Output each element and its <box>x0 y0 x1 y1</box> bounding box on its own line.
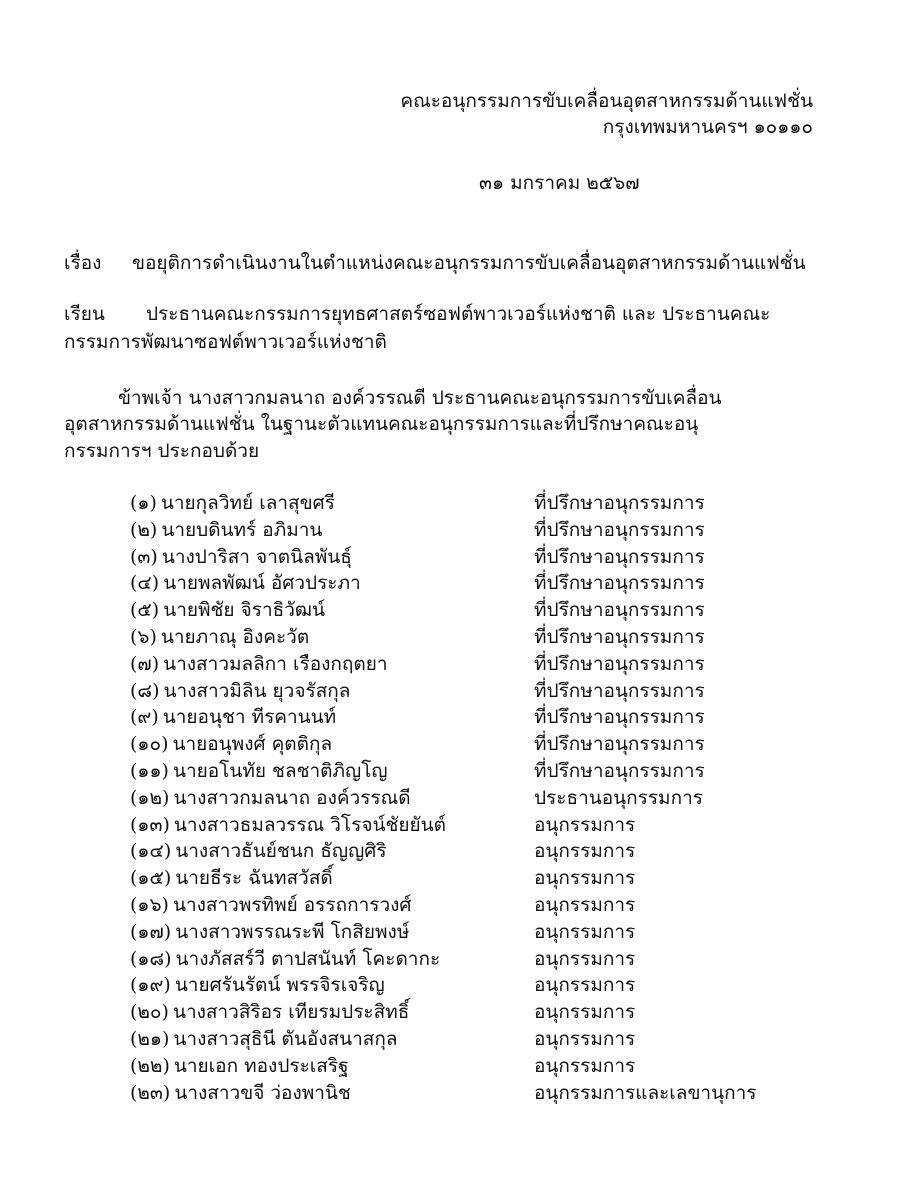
member-number: (๒๒) <box>130 1054 170 1077</box>
member-name: นางภัสสร์วี ตาปสนันท์ โคะดากะ <box>175 947 441 970</box>
member-number: (๗) <box>130 652 160 675</box>
member-number: (๔) <box>130 572 160 595</box>
member-number: (๑๓) <box>130 813 170 836</box>
member-name: นางสาวมลลิกา เรืองกฤตยา <box>163 652 388 675</box>
document-date: ๓๑ มกราคม ๒๕๖๗ <box>479 172 640 194</box>
member-row <box>130 1026 830 1053</box>
member-name: นางสาวสิริอร เทียรมประสิทธิ์ <box>172 1001 410 1024</box>
member-row <box>130 758 830 785</box>
member-name: นางสาวธันย์ชนก ธัญญศิริ <box>175 840 387 863</box>
member-number: (๑๘) <box>130 947 172 970</box>
member-name: นายกุลวิทย์ เลาสุขศรี <box>160 492 335 514</box>
member-number: (๑๐) <box>130 733 169 756</box>
member-number: (๑๕) <box>130 867 172 890</box>
member-row <box>130 999 830 1026</box>
body-paragraph-line-1: ข้าพเจ้า นางสาวกมลนาถ องค์วรรณดี ประธานคณะอนุกรรมการขับเคลื่อน <box>118 387 722 409</box>
member-role: ที่ปรึกษาอนุกรรมการ <box>534 759 705 782</box>
member-row <box>130 972 830 999</box>
member-name: นางสาวขจี ว่องพานิช <box>174 1081 351 1104</box>
member-name: นายอโนทัย ชลชาติภิญโญ <box>172 759 388 782</box>
member-name: นางสาวธมลวรรณ วิโรจน์ชัยยันต์ <box>173 813 446 836</box>
body-paragraph-line-2: อุตสาหกรรมด้านแฟชั่น ในฐานะตัวแทนคณะอนุกรรมการและที่ปรึกษาคณะอนุ <box>64 413 699 435</box>
member-number: (๑) <box>130 492 157 514</box>
member-role: ที่ปรึกษาอนุกรรมการ <box>534 679 705 702</box>
member-number: (๒๑) <box>130 1027 170 1050</box>
member-number: (๑๒) <box>130 786 170 809</box>
member-row <box>130 1080 830 1107</box>
member-row <box>130 865 830 892</box>
member-role: อนุกรรมการ <box>534 893 636 916</box>
member-role: ที่ปรึกษาอนุกรรมการ <box>534 706 705 729</box>
member-number: (๑๙) <box>130 974 171 997</box>
recipient-line-2: กรรมการพัฒนาซอฟต์พาวเวอร์แห่งชาติ <box>64 331 387 353</box>
member-row <box>130 597 830 624</box>
member-name: นายภาณุ อิงคะวัต <box>160 625 310 648</box>
member-row <box>130 517 830 544</box>
member-name: นางสาวสุธินี ตันอังสนาสกุล <box>173 1027 398 1050</box>
member-number: (๑๔) <box>130 840 172 863</box>
member-role: อนุกรรมการ <box>534 840 636 863</box>
member-name: นายพิชัย จิราธิวัฒน์ <box>163 599 326 622</box>
member-role: อนุกรรมการ <box>534 947 636 970</box>
member-role: อนุกรรมการ <box>534 867 636 890</box>
member-name: นางปาริสา จาตนิลพันธุ์ <box>161 545 352 568</box>
member-role: ที่ปรึกษาอนุกรรมการ <box>534 545 705 568</box>
member-role: อนุกรรมการ <box>534 974 636 997</box>
member-number: (๒๐) <box>130 1001 169 1024</box>
member-row <box>130 731 830 758</box>
member-number: (๙) <box>130 706 159 729</box>
member-name: นายพลพัฒน์ อัศวประภา <box>163 572 361 595</box>
member-role: ที่ปรึกษาอนุกรรมการ <box>534 572 705 595</box>
member-number: (๖) <box>130 625 157 648</box>
member-role: ประธานอนุกรรมการ <box>534 786 703 809</box>
member-number: (๕) <box>130 599 160 622</box>
member-row <box>130 651 830 678</box>
recipient-label: เรียน <box>64 303 105 325</box>
member-number: (๒) <box>130 518 158 541</box>
member-row <box>130 1053 830 1080</box>
member-role: อนุกรรมการและเลขานุการ <box>534 1081 757 1104</box>
member-role: ที่ปรึกษาอนุกรรมการ <box>534 492 705 514</box>
member-role: อนุกรรมการ <box>534 920 636 943</box>
subject-text: ขอยุติการดำเนินงานในตำแหน่งคณะอนุกรรมการขับเคลื่อนอุตสาหกรรมด้านแฟชั่น <box>132 252 806 274</box>
header-organization: คณะอนุกรรมการขับเคลื่อนอุตสาหกรรมด้านแฟชั่น <box>400 90 813 112</box>
member-role: ที่ปรึกษาอนุกรรมการ <box>534 518 705 541</box>
member-role: ที่ปรึกษาอนุกรรมการ <box>534 625 705 648</box>
member-row <box>130 838 830 865</box>
member-name: นายอนุพงศ์ คุตติกุล <box>172 733 333 756</box>
member-number: (๑๖) <box>130 893 169 916</box>
member-number: (๓) <box>130 545 158 568</box>
member-role: ที่ปรึกษาอนุกรรมการ <box>534 599 705 622</box>
member-name: นายศรันรัตน์ พรรจิรเจริญ <box>174 974 385 997</box>
member-row <box>130 624 830 651</box>
member-name: นายบดินทร์ อภิมาน <box>161 518 323 541</box>
member-row <box>130 704 830 731</box>
member-row <box>130 892 830 919</box>
member-role: ที่ปรึกษาอนุกรรมการ <box>534 733 705 756</box>
member-number: (๑๑) <box>130 759 169 782</box>
member-row <box>130 490 830 517</box>
member-number: (๑๗) <box>130 920 172 943</box>
member-name: นางสาวมิลิน ยุวจรัสกุล <box>163 679 351 702</box>
header-city: กรุงเทพมหานครฯ ๑๐๑๑๐ <box>602 116 813 138</box>
member-role: อนุกรรมการ <box>534 1054 636 1077</box>
member-row <box>130 785 830 812</box>
member-role: ที่ปรึกษาอนุกรรมการ <box>534 652 705 675</box>
member-row <box>130 678 830 705</box>
member-number: (๒๓) <box>130 1081 171 1104</box>
member-role: อนุกรรมการ <box>534 1027 636 1050</box>
member-name: นางสาวกมลนาถ องค์วรรณดี <box>173 786 411 809</box>
member-name: นายเอก ทองประเสริฐ <box>173 1054 349 1077</box>
member-name: นายอนุชา ทีรคานนท์ <box>162 706 337 729</box>
member-role: อนุกรรมการ <box>534 813 636 836</box>
member-name: นางสาวพรรณระพี โกสิยพงษ์ <box>175 920 410 943</box>
member-row <box>130 812 830 839</box>
member-role: อนุกรรมการ <box>534 1001 636 1024</box>
member-row <box>130 570 830 597</box>
recipient-line-1: ประธานคณะกรรมการยุทธศาสตร์ซอฟต์พาวเวอร์แห่งชาติ และ ประธานคณะ <box>146 303 771 325</box>
member-row <box>130 946 830 973</box>
member-list <box>130 490 830 1106</box>
body-paragraph-line-3: กรรมการฯ ประกอบด้วย <box>64 440 260 462</box>
member-name: นางสาวพรทิพย์ อรรถการวงศ์ <box>172 893 412 916</box>
member-row <box>130 544 830 571</box>
subject-label: เรื่อง <box>64 252 102 274</box>
member-name: นายธีระ ฉันทสวัสดิ์ <box>175 867 333 890</box>
member-number: (๘) <box>130 679 160 702</box>
member-row <box>130 919 830 946</box>
